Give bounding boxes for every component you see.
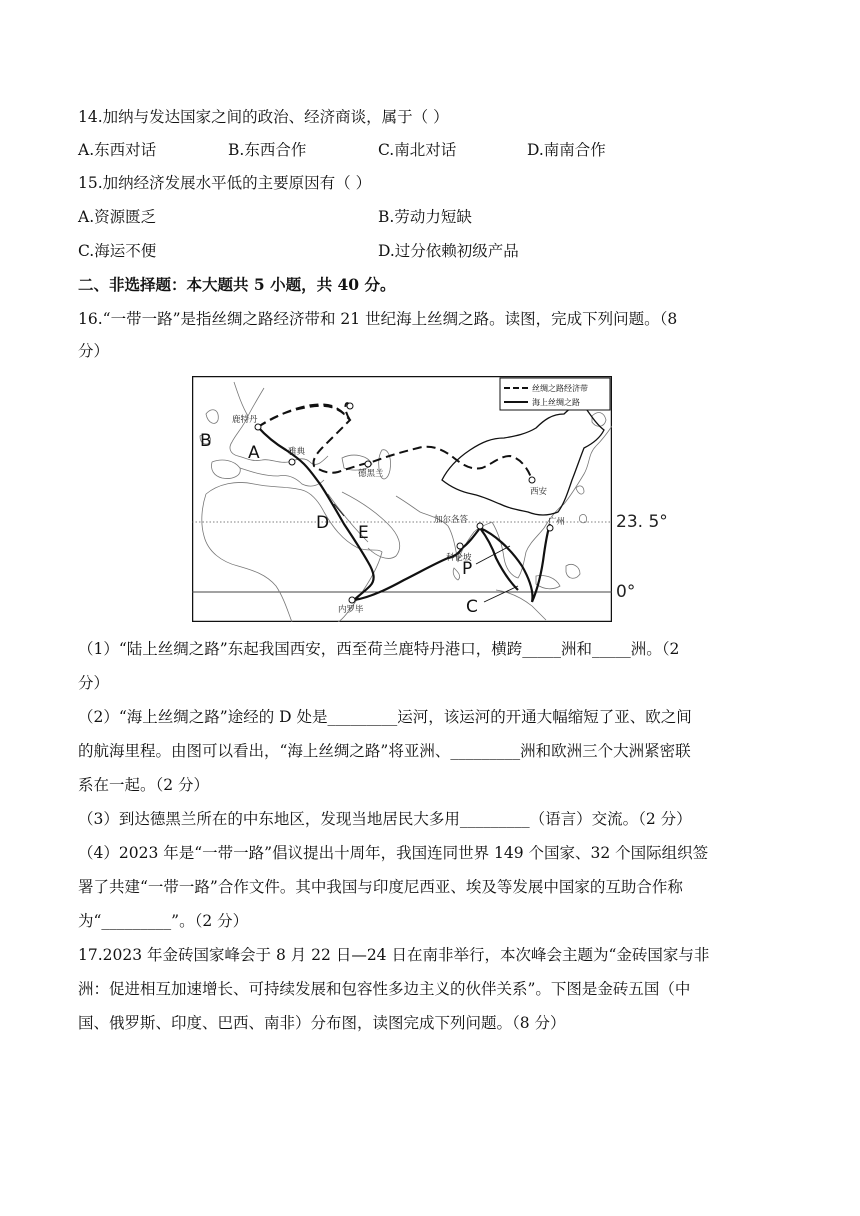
letter-d: D: [316, 513, 330, 533]
place-kolkata: 加尔各答: [434, 515, 469, 525]
place-athens: 雅典: [288, 447, 306, 457]
letter-c: C: [466, 597, 478, 617]
q16-sub2-line-3: 系在一起。（2 分）: [78, 776, 210, 794]
section-2-heading: 二、非选择题：本大题共 5 小题，共 40 分。: [78, 275, 396, 294]
q14-stem: 14.加纳与发达国家之间的政治、经济商谈，属于（ ）: [78, 108, 449, 126]
q15-option-c: C.海运不便: [78, 242, 157, 260]
q16-sub2-line-2: 的航海里程。由图可以看出，“海上丝绸之路”将亚洲、_________洲和欧洲三个大洲紧密联: [78, 742, 691, 760]
q16-sub4-line-2: 署了共建“一带一路”合作文件。其中我国与印度尼西亚、埃及等发展中国家的互助合作称: [78, 878, 683, 896]
letter-p: P: [462, 559, 473, 579]
q16-sub3: （3）到达德黑兰所在的中东地区，发现当地居民大多用_________（语言）交流。（2 分）: [78, 810, 692, 828]
letter-b: B: [200, 431, 212, 451]
letter-a: A: [248, 443, 260, 463]
q14-option-d: D.南南合作: [527, 141, 606, 159]
q16-sub1-line-1: （1）“陆上丝绸之路”东起我国西安，西至荷兰鹿特丹港口，横跨_____洲和_____洲。（2: [78, 640, 680, 658]
map-legend: [500, 378, 610, 410]
letter-e: E: [358, 523, 369, 543]
q16-sub4-line-1: （4）2023 年是“一带一路”倡议提出十周年，我国连同世界 149 个国家、32 个国际组织签: [78, 844, 709, 862]
q17-line-2: 洲：促进相互加速增长、可持续发展和包容性多边主义的伙伴关系”。下图是金砖五国（中: [78, 980, 691, 998]
place-tehran: 德黑兰: [358, 469, 384, 479]
place-xian: 西安: [530, 487, 548, 497]
place-nairobi: 内罗毕: [338, 605, 364, 615]
q17-line-1: 17.2023 年金砖国家峰会于 8 月 22 日—24 日在南非举行，本次峰会主题为“金砖国家与非: [78, 946, 710, 964]
q15-option-a: A.资源匮乏: [78, 208, 157, 226]
q14-option-a: A.东西对话: [78, 141, 157, 159]
q16-stem-line-1: 16.“一带一路”是指丝绸之路经济带和 21 世纪海上丝绸之路。读图，完成下列问题。（8: [78, 310, 678, 328]
q16-sub4-line-3: 为“_________”。（2 分）: [78, 912, 249, 930]
latitude-label-0: 0°: [616, 582, 636, 602]
place-colombo: 科伦坡: [446, 553, 472, 563]
q16-sub1-line-2: 分）: [78, 674, 110, 692]
place-rotterdam: 鹿特丹: [232, 415, 258, 425]
q16-sub2-line-1: （2）“海上丝绸之路”途经的 D 处是_________运河，该运河的开通大幅缩短了亚、欧之间: [78, 708, 692, 726]
q17-line-3: 国、俄罗斯、印度、巴西、南非）分布图，读图完成下列问题。（8 分）: [78, 1014, 566, 1032]
place-guangzhou: 广州: [548, 517, 566, 527]
q15-option-b: B.劳动力短缺: [378, 208, 472, 226]
q15-stem: 15.加纳经济发展水平低的主要原因有（ ）: [78, 174, 372, 192]
map-frame: [193, 377, 612, 622]
legend-land-road: 丝绸之路经济带: [532, 384, 588, 393]
q14-option-b: B.东西合作: [228, 141, 307, 159]
q16-stem-line-2: 分）: [78, 342, 110, 360]
q14-option-c: C.南北对话: [378, 141, 457, 159]
legend-sea-road: 海上丝绸之路: [532, 398, 580, 407]
q15-option-d: D.过分依赖初级产品: [378, 242, 519, 260]
silk-road-map: [192, 376, 612, 622]
latitude-label-23-5: 23. 5°: [616, 512, 668, 532]
